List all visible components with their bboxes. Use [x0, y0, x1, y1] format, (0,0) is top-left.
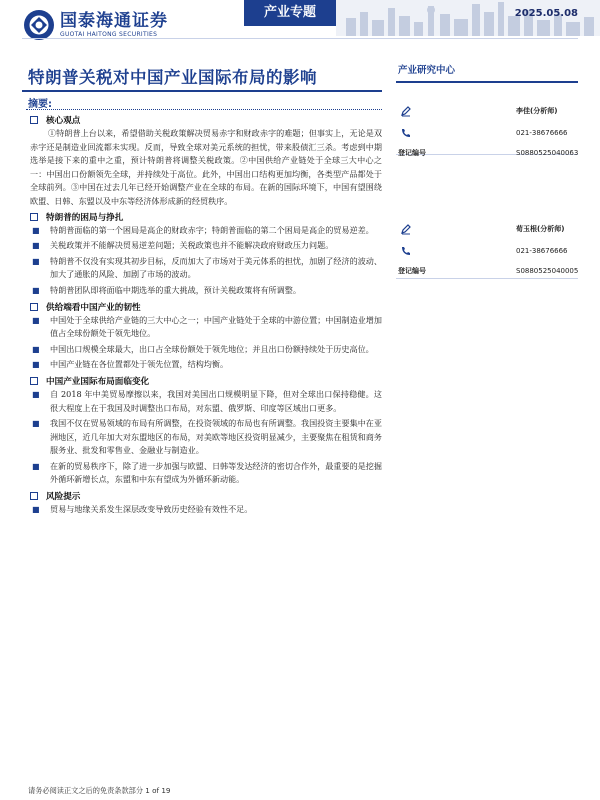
section-title: 核心观点	[46, 116, 81, 126]
bullet-square-icon: ■	[32, 256, 40, 266]
list-item	[30, 224, 382, 238]
report-type-tag: 产业专题	[244, 0, 336, 26]
registration-number: S0880525040063	[516, 148, 579, 157]
bullet-square-icon: ■	[32, 419, 40, 429]
list-item	[30, 239, 382, 253]
abstract-divider	[26, 109, 382, 110]
bullet-square-icon: ■	[32, 505, 40, 515]
list-item-text: 贸易与地缘关系发生深层改变导致历史经验有效性不足。	[50, 504, 253, 515]
core-view-paragraph: ①特朗普上台以来，希望借助关税政策解决贸易赤字和财政赤字的难题；但事实上，无论是双赤字还是制造业回流都未实现。反而，导致全球对美元系统的担忧，带来股债汇三杀。考虑到中期选举是接下来的重中之重，预计特朗普将调整关税政策。②中国供给产业链处于全球三大中心之一：中国出口份额领先全球，并持续处于高位。此外，中国出口结构更加均衡，各类型产品都处于全球前列。③中国在过去几年已经开始调整产业在全球的布局。在新的国际环境下，中国有望围绕欧盟、日韩、东盟以及中东等经济体形成新的经贸秩序。	[30, 128, 382, 206]
report-date: 2025.05.08	[514, 8, 578, 19]
bullet-list	[30, 314, 382, 372]
phone-icon	[400, 127, 412, 139]
bullet-square-icon: ■	[32, 225, 40, 235]
pen-icon	[400, 105, 412, 117]
section-heading-trump-dilemma	[30, 210, 382, 224]
bullet-list	[30, 503, 382, 517]
bullet-square-icon: ■	[32, 461, 40, 471]
list-item	[30, 388, 382, 415]
analyst-phone: 021-38676666	[516, 128, 568, 137]
list-item	[30, 314, 382, 341]
section-checkbox-icon	[30, 377, 38, 385]
list-item	[30, 358, 382, 372]
page-footer: 请务必阅读正文之后的免责条款部分 1 of 19	[28, 786, 171, 795]
logo-mark-icon	[22, 8, 56, 42]
list-item	[30, 503, 382, 517]
section-checkbox-icon	[30, 213, 38, 221]
analyst-name: 李佳(分析师)	[516, 106, 558, 115]
list-item	[30, 255, 382, 282]
section-checkbox-icon	[30, 116, 38, 124]
list-item	[30, 284, 382, 298]
bullet-square-icon: ■	[32, 360, 40, 370]
bullet-square-icon: ■	[32, 389, 40, 399]
list-item-text: 中国处于全球供给产业链的三大中心之一；中国产业链处于全球的中游位置；中国制造业增加值占全球份额处于领先地位。	[50, 314, 382, 339]
bullet-square-icon: ■	[32, 344, 40, 354]
list-item-text: 自 2018 年中美贸易摩擦以来，我国对美国出口规模明显下降，但对全球出口保持稳健。这很大程度上在于我国及时调整出口布局，对东盟、俄罗斯、印度等区域出口更多。	[50, 388, 382, 413]
analyst-name: 荀玉根(分析师)	[516, 224, 565, 233]
section-title: 中国产业国际布局面临变化	[46, 376, 150, 387]
list-item-text: 特朗普不仅没有实现其初步目标，反而加大了市场对于美元体系的担忧，加剧了经济的波动、加大了通胀的风险、加剧了市场的波动。	[50, 255, 382, 280]
bullet-list	[30, 224, 382, 298]
list-item-text: 特朗普面临的第一个困局是高企的财政赤字；特朗普面临的第二个困局是高企的贸易逆差。	[50, 224, 374, 235]
list-item-text: 在新的贸易秩序下，除了进一步加强与欧盟、日韩等发达经济的密切合作外，最重要的是挖掘外循环新增长点，东盟和中东有望成为外循环新动能。	[50, 460, 382, 485]
list-item-text: 特朗普团队即将面临中期选举的重大挑战，预计关税政策将有所调整。	[50, 284, 301, 295]
abstract-label: 摘要:	[28, 99, 52, 110]
section-heading-supply-resilience	[30, 300, 382, 314]
section-title: 特朗普的困局与挣扎	[46, 212, 124, 223]
analyst-sidebar	[396, 62, 578, 279]
title-divider	[22, 90, 382, 92]
header-divider	[22, 38, 578, 39]
company-logo	[22, 8, 168, 42]
logo-en-text: GUOTAI HAITONG SECURITIES	[60, 31, 158, 38]
registration-label: 登记编号	[398, 266, 426, 275]
section-checkbox-icon	[30, 492, 38, 500]
analyst-phone: 021-38676666	[516, 246, 568, 255]
list-item-text: 我国不仅在贸易领域的布局有所调整，在投资领域的布局也有所调整。我国投资主要集中在亚洲地区，近几年加大对东盟地区的布局，对美欧等地区投资明显减少，主要聚焦在租赁和商务服务业、批发和零售业、金融业与制造业。	[50, 418, 382, 456]
bullet-square-icon: ■	[32, 241, 40, 251]
list-item	[30, 460, 382, 487]
section-heading-global-layout	[30, 374, 382, 388]
list-item-text: 中国产业链在各位置都处于领先位置，结构均衡。	[50, 359, 229, 370]
analyst-card	[396, 207, 578, 279]
section-title: 风险提示	[46, 492, 81, 503]
registration-label: 登记编号	[398, 148, 426, 157]
bullet-square-icon: ■	[32, 285, 40, 295]
section-title: 供给端看中国产业的韧性	[46, 302, 141, 313]
bullet-square-icon: ■	[32, 315, 40, 325]
bullet-list	[30, 388, 382, 487]
list-item	[30, 417, 382, 458]
analyst-card	[396, 83, 578, 155]
phone-icon	[400, 245, 412, 257]
report-title: 特朗普关税对中国产业国际布局的影响	[28, 68, 317, 87]
section-heading-core-view	[30, 113, 382, 127]
list-item-text: 关税政策并不能解决贸易逆差问题；关税政策也并不能解决政府财政压力问题。	[50, 240, 334, 251]
section-checkbox-icon	[30, 303, 38, 311]
page-header	[0, 0, 600, 46]
section-heading-risk	[30, 489, 382, 503]
abstract-body	[30, 112, 382, 519]
registration-number: S0880525040005	[516, 266, 579, 275]
logo-cn-text: 国泰海通证券	[60, 11, 168, 31]
sidebar-title: 产业研究中心	[398, 65, 456, 76]
pen-icon	[400, 223, 412, 235]
list-item	[30, 343, 382, 357]
list-item-text: 中国出口规模全球最大，出口占全球份额处于领先地位；并且出口份额持续处于历史高位。	[50, 343, 374, 354]
